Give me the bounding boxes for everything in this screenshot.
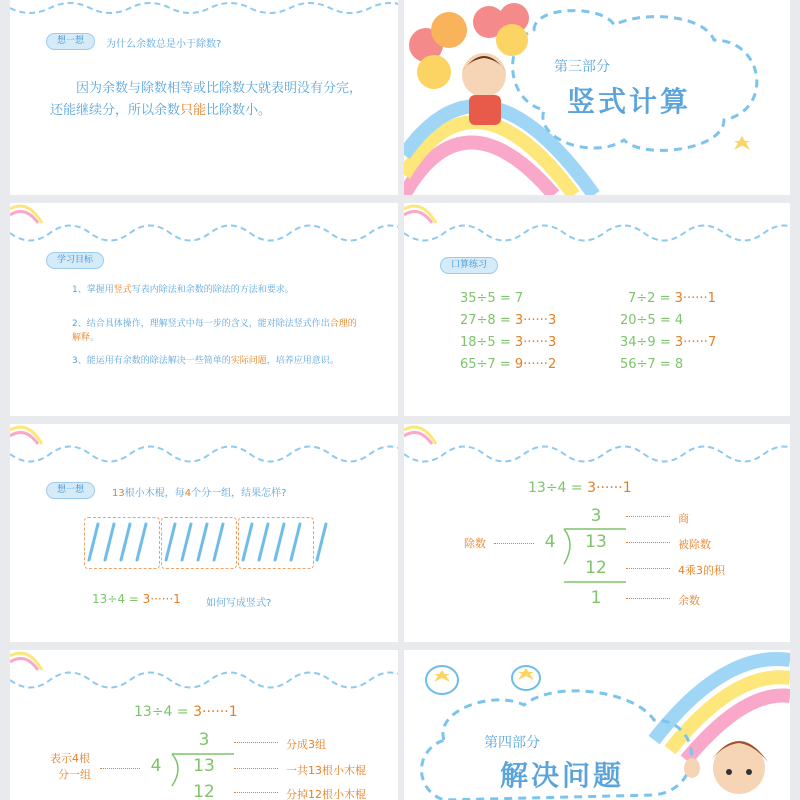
- slide-division-parts[interactable]: [404, 424, 790, 642]
- part-label: 第三部分: [554, 59, 610, 75]
- problem-left-3: 18÷5 = 3······3: [460, 335, 557, 350]
- leader-quotient: [234, 742, 278, 743]
- label-quotient: 分成3组: [286, 738, 326, 751]
- label-divisor: 除数: [464, 537, 486, 550]
- section-title: 竖式计算: [567, 85, 692, 118]
- equation: 13÷4 = 3······1: [134, 704, 238, 720]
- think-badge: 想一想: [46, 33, 95, 50]
- label-quotient: 商: [678, 512, 689, 525]
- dividend: 13: [585, 532, 607, 552]
- slide-division-meaning[interactable]: [10, 650, 398, 800]
- top-wave-decoration: [10, 203, 398, 253]
- leader-quotient: [626, 516, 670, 517]
- quotient: 3: [198, 730, 210, 750]
- slide-why-remainder[interactable]: [10, 0, 398, 195]
- label-product: 4乘3的积: [678, 564, 725, 577]
- top-wave-decoration: [404, 203, 790, 253]
- product: 12: [193, 782, 215, 800]
- slide-sticks-problem[interactable]: [10, 424, 398, 642]
- problem-left-1: 35÷5 = 7: [460, 291, 524, 306]
- leader-divisor: [494, 543, 534, 544]
- remainder: 1: [590, 588, 602, 608]
- goal-3: 3、能运用有余数的除法解决一些简单的实际问题，培养应用意识。: [72, 356, 339, 366]
- goals-badge: 学习目标: [46, 252, 104, 269]
- equation: 13÷4 = 3······1: [528, 480, 632, 496]
- label-dividend: 一共13根小木棍: [286, 764, 366, 777]
- leader-remainder: [626, 598, 670, 599]
- dividend: 13: [193, 756, 215, 776]
- answer-highlight: 只能: [180, 103, 207, 118]
- leader-dividend: [234, 768, 278, 769]
- divisor: 4: [544, 532, 556, 552]
- problem-left-2: 27÷8 = 3······3: [460, 313, 557, 328]
- slide-mental-math[interactable]: [404, 203, 790, 416]
- equation: 13÷4 = 3······1: [92, 592, 181, 606]
- leader-product: [234, 792, 278, 793]
- label-left-line-1: 表示4根: [50, 752, 90, 765]
- problem-right-3: 34÷9 = 3······7: [620, 335, 717, 350]
- divisor: 4: [150, 756, 162, 776]
- problem-left-4: 65÷7 = 9······2: [460, 357, 557, 372]
- product: 12: [585, 558, 607, 578]
- quotient: 3: [590, 506, 602, 526]
- mental-math-badge: 口算练习: [440, 257, 498, 274]
- question-text: 为什么余数总是小于除数?: [106, 39, 222, 50]
- answer-paragraph: 因为余数与除数相等或比除数大就表明没有分完，还能继续分，所以余数只能比除数小。: [50, 81, 363, 118]
- leader-divisor: [100, 768, 140, 769]
- problem-right-1: 7÷2 = 3······1: [628, 291, 716, 306]
- slide-part-three[interactable]: [404, 0, 790, 195]
- sticks-question: 13根小木棍，每4个分一组，结果怎样?: [112, 488, 287, 499]
- leader-dividend: [626, 542, 670, 543]
- slide-part-four[interactable]: [404, 650, 790, 800]
- section-title: 解决问题: [500, 759, 625, 792]
- stick-remaining: [315, 522, 328, 562]
- part-label: 第四部分: [484, 735, 540, 751]
- think-badge: 想一想: [46, 482, 95, 499]
- label-remainder: 余数: [678, 594, 700, 607]
- goal-1: 1、掌握用竖式写表内除法和余数的除法的方法和要求。: [72, 285, 294, 295]
- leader-product: [626, 568, 670, 569]
- top-wave-decoration: [10, 424, 398, 474]
- vertical-question: 如何写成竖式?: [206, 598, 272, 609]
- problem-right-4: 56÷7 = 8: [620, 357, 684, 372]
- top-wave-decoration: [10, 0, 398, 20]
- goal-2: 2、结合具体操作，理解竖式中每一步的含义，能对除法竖式作出合理的解释。: [72, 319, 357, 343]
- problem-right-2: 20÷5 = 4: [620, 313, 684, 328]
- label-product: 分掉12根小木棍: [286, 788, 366, 800]
- slide-learning-goals[interactable]: [10, 203, 398, 416]
- label-left-line-2: 分一组: [58, 768, 91, 781]
- label-dividend: 被除数: [678, 538, 711, 551]
